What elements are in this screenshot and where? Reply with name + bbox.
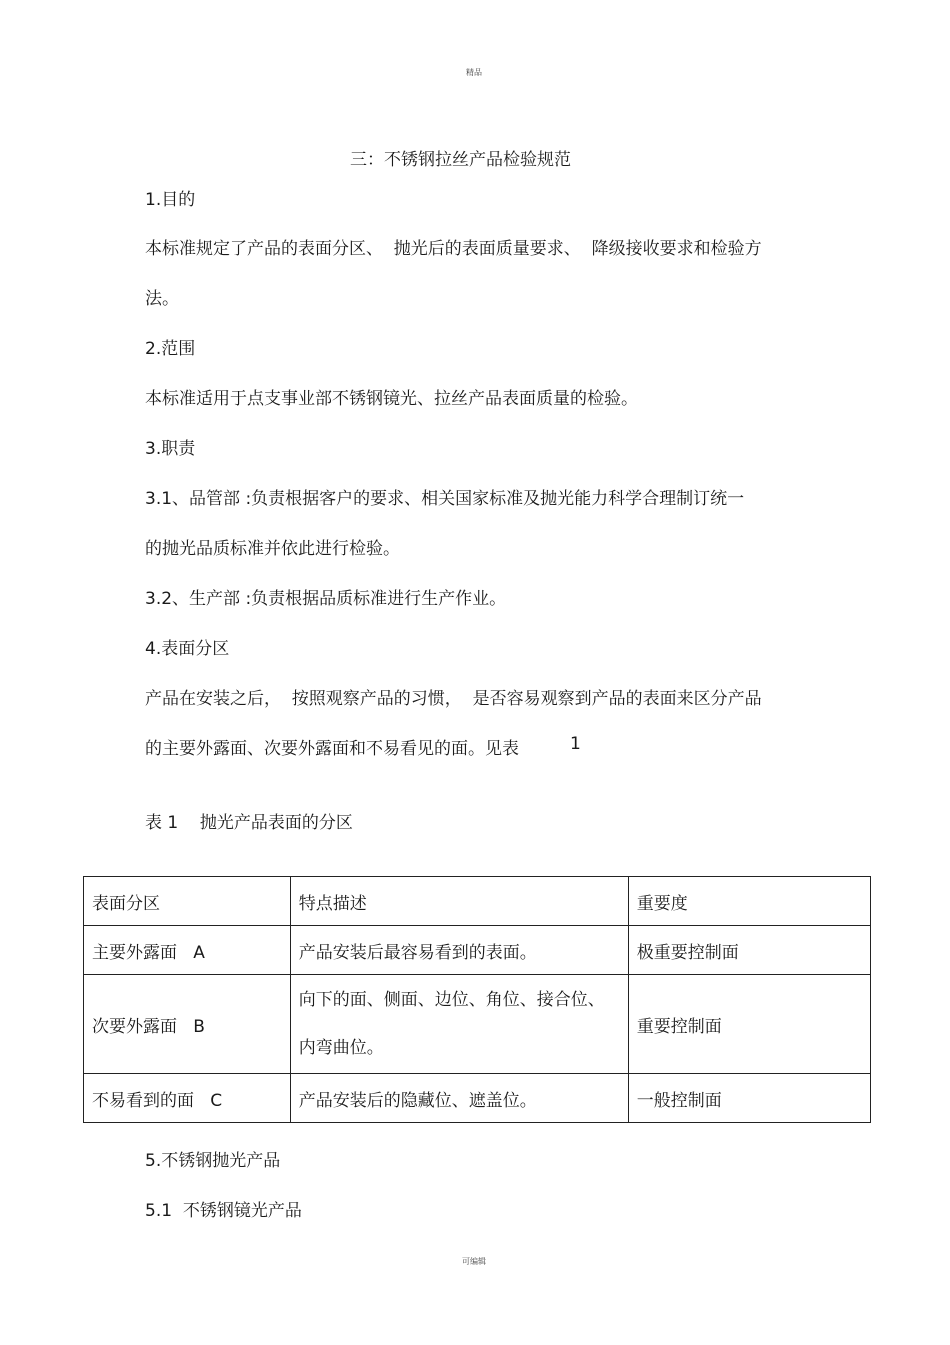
table-reference: 1 (570, 734, 581, 754)
header-cell: 重要度 (628, 877, 870, 926)
table-header-row (84, 877, 871, 926)
desc-cell: 产品安装后的隐藏位、遮盖位。 (290, 1074, 628, 1123)
section-4-paragraph-cont: 的主要外露面、次要外露面和不易看见的面。见表 (145, 739, 519, 759)
section-1-paragraph-cont: 法。 (145, 289, 179, 309)
footer-mark: 可编辑 (462, 1257, 486, 1266)
section-1-paragraph: 本标准规定了产品的表面分区、 抛光后的表面质量要求、 降级接收要求和检验方 (145, 239, 762, 259)
section-4-heading: 4.表面分区 (145, 639, 230, 659)
header-cell: 表面分区 (84, 877, 291, 926)
zone-cell: 主要外露面 A (84, 926, 291, 975)
section-5-heading: 5.不锈钢抛光产品 (145, 1151, 281, 1171)
zone-cell: 不易看到的面 C (84, 1074, 291, 1123)
page-title: 三：不锈钢拉丝产品检验规范 (350, 150, 571, 170)
surface-zone-table (83, 876, 871, 1123)
desc-line: 内弯曲位。 (298, 1038, 384, 1058)
section-3-1-paragraph: 3.1、品管部 :负责根据客户的要求、相关国家标准及抛光能力科学合理制订统一 (145, 489, 745, 509)
desc-cell: 产品安装后最容易看到的表面。 (290, 926, 628, 975)
table-row (84, 975, 871, 1074)
table-caption: 表 1 抛光产品表面的分区 (145, 813, 353, 833)
section-5-1-heading: 5.1 不锈钢镜光产品 (145, 1201, 302, 1221)
section-4-paragraph: 产品在安装之后， 按照观察产品的习惯， 是否容易观察到产品的表面来区分产品 (145, 689, 762, 709)
header-cell: 特点描述 (290, 877, 628, 926)
desc-line: 向下的面、侧面、边位、角位、接合位、 (298, 990, 605, 1010)
section-2-heading: 2.范围 (145, 339, 196, 359)
section-3-2-paragraph: 3.2、生产部 :负责根据品质标准进行生产作业。 (145, 589, 507, 609)
zone-cell: 次要外露面 B (84, 975, 291, 1074)
section-3-heading: 3.职责 (145, 439, 196, 459)
header-mark: 精品 (466, 68, 482, 77)
desc-cell (290, 975, 628, 1074)
section-1-heading: 1.目的 (145, 190, 196, 210)
section-2-paragraph: 本标准适用于点支事业部不锈钢镜光、拉丝产品表面质量的检验。 (145, 389, 638, 409)
section-3-1-paragraph-cont: 的抛光品质标准并依此进行检验。 (145, 539, 400, 559)
level-cell: 重要控制面 (628, 975, 870, 1074)
table-row (84, 1074, 871, 1123)
level-cell: 一般控制面 (628, 1074, 870, 1123)
table-row (84, 926, 871, 975)
level-cell: 极重要控制面 (628, 926, 870, 975)
